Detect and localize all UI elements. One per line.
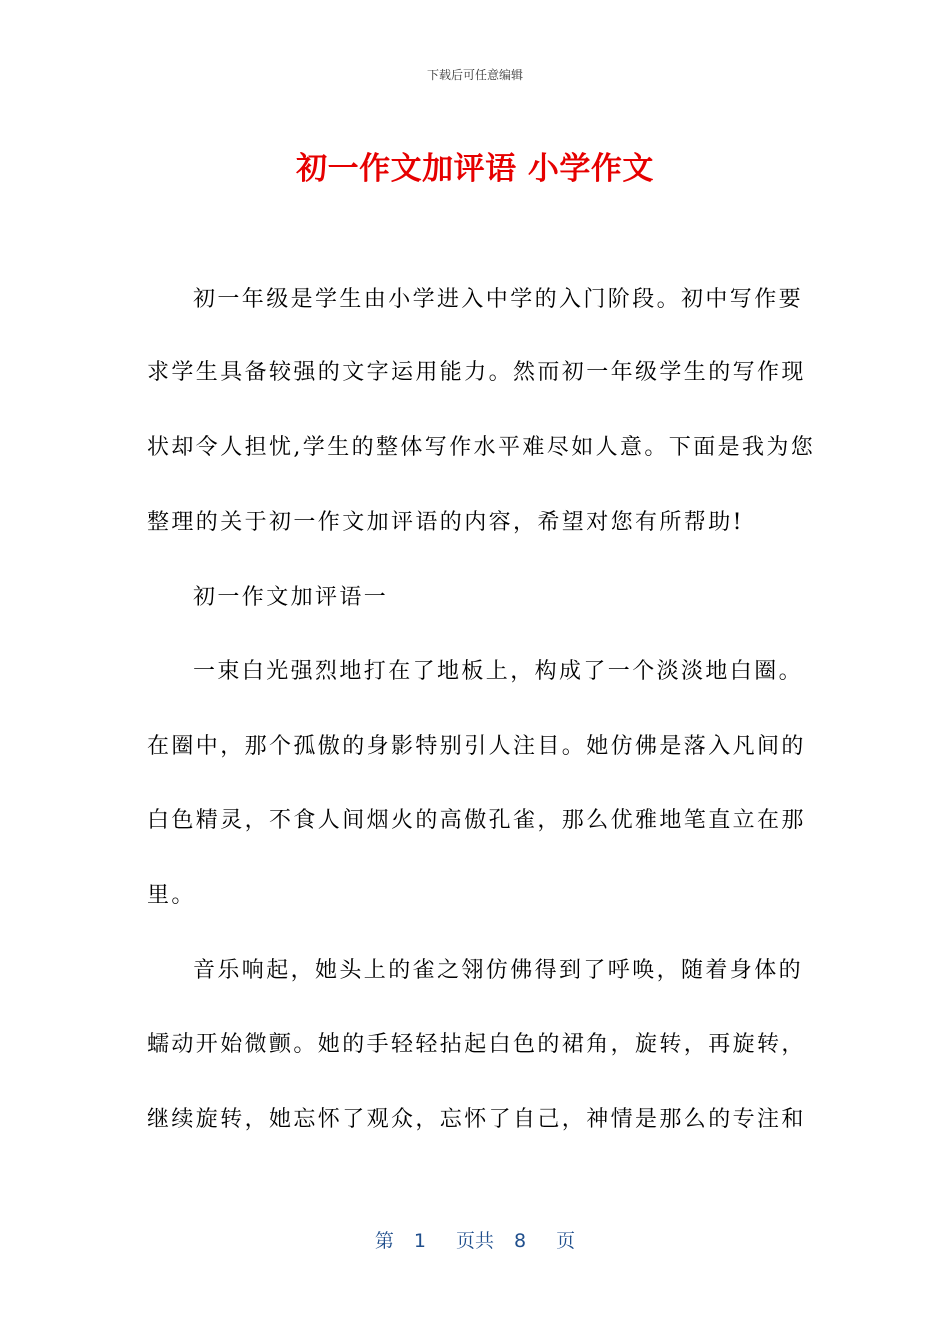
document-title: 初一作文加评语 小学作文 [296,151,654,187]
paragraph-line: 一束白光强烈地打在了地板上，构成了一个淡淡地白圈。 [193,659,804,684]
paragraph-line: 求学生具备较强的文字运用能力。然而初一年级学生的写作现 [147,360,806,385]
paragraph-line: 初一年级是学生由小学进入中学的入门阶段。初中写作要 [193,287,804,312]
paragraph-line: 音乐响起，她头上的雀之翎仿佛得到了呼唤，随着身体的 [193,958,804,983]
paragraph-line: 白色精灵，不食人间烟火的高傲孔雀，那么优雅地笔直立在那 [147,808,806,833]
paragraph-line: 状却令人担忧,学生的整体写作水平难尽如人意。下面是我为您 [147,435,816,460]
footer-total-pages: 8 [514,1230,527,1252]
footer-suffix: 页 [556,1230,576,1252]
footer-page-number: 1 [413,1230,426,1252]
paragraph-line: 蠕动开始微颤。她的手轻轻拈起白色的裙角，旋转，再旋转， [147,1032,806,1057]
header-note: 下载后可任意编辑 [426,68,523,82]
footer-middle: 页共 [455,1230,494,1252]
paragraph-line: 整理的关于初一作文加评语的内容，希望对您有所帮助! [147,510,744,535]
paragraph-line: 里。 [147,883,196,908]
page-footer [0,1226,950,1253]
paragraph-line: 继续旋转，她忘怀了观众，忘怀了自己，神情是那么的专注和 [147,1107,806,1132]
paragraph-line: 在圈中，那个孤傲的身影特别引人注目。她仿佛是落入凡间的 [147,734,806,759]
section-heading: 初一作文加评语一 [193,585,389,610]
footer-prefix: 第 [374,1230,394,1252]
